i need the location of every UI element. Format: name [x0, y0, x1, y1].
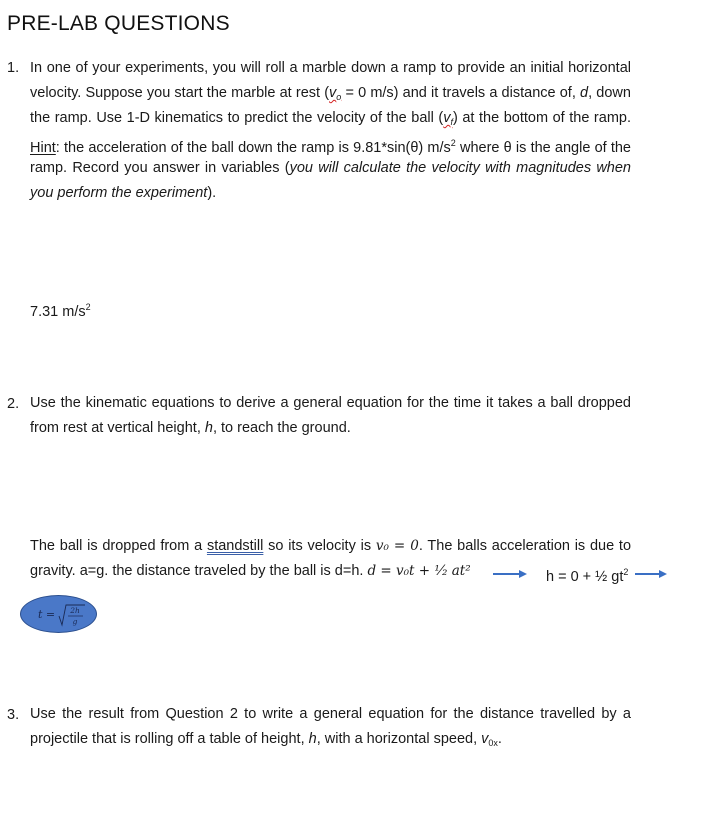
question-1-text: [30, 56, 631, 206]
question-2-text: [30, 391, 631, 441]
time-formula-icon: [29, 598, 89, 630]
formula-lhs: t =: [37, 608, 55, 621]
v-initial-symbol: $v_o$: [329, 85, 342, 102]
q2-line-1: Use the kinematic equations to derive a general equation for the time it takes a ball dropped: [30, 395, 631, 411]
question-1-answer: 7.31 $m/s^2$: [30, 302, 91, 320]
initial-velocity-equation: v₀ = 0: [375, 538, 419, 554]
v-final-symbol: $v_f$: [443, 110, 453, 127]
q1-line-4: Hint: the acceleration of the ball down the ramp is 9.81*sin(θ) $m/s^2$ where θ is the angle of the: [30, 138, 631, 156]
arrow-icon-2: [635, 570, 667, 578]
q2-answer-line-2: gravity. a=g. the distance traveled by the ball is d=h. d = v₀t + ¹⁄₂ at²: [30, 563, 471, 579]
q1-line-5: ramp. Record you answer in variables (you will calculate the velocity with magnitudes when: [30, 160, 631, 176]
q1-line-3: the ramp. Use 1-D kinematics to predict the velocity of the ball $(v_f)$ at the bottom of the ramp.: [30, 110, 631, 127]
hint-label: Hint: [30, 139, 56, 156]
page-title: PRE-LAB QUESTIONS: [7, 12, 230, 35]
question-2-answer: [30, 534, 631, 584]
q3-line-2: projectile that is rolling off a table of height, h, with a horizontal speed, $v_{0x}$.: [30, 731, 502, 748]
question-2-number: 2.: [7, 396, 20, 412]
kinematic-equation: d = v₀t + ¹⁄₂ at²: [367, 563, 471, 579]
formula-numerator: 2h: [69, 606, 80, 615]
question-3-number: 3.: [7, 707, 20, 723]
q3-line-1: Use the result from Question 2 to write a general equation for the distance travelled by a: [30, 706, 631, 722]
standstill-word: standstill: [206, 538, 264, 554]
question-1-number: 1.: [7, 60, 20, 76]
time-formula-ellipse: [20, 595, 97, 633]
q2-line-2: from rest at vertical height, h, to reach the ground.: [30, 420, 351, 436]
q1-line-6: you perform the experiment).: [30, 185, 217, 201]
q1-line-1: In one of your experiments, you will roll a marble down a ramp to provide an initial horizontal: [30, 60, 631, 76]
q1-line-2: velocity. Suppose you start the marble at rest ($v_o = 0$ m/s) and it travels a distance of, d, down: [30, 85, 631, 102]
formula-denominator: g: [72, 617, 77, 626]
height-equation: h = 0 + ½ $gt^2$: [546, 567, 629, 585]
arrow-icon-1: [493, 570, 527, 578]
q2-answer-line-1: The ball is dropped from a standstill so its velocity is v₀ = 0. The balls acceleration is due to: [30, 538, 632, 554]
question-3-text: [30, 702, 631, 752]
